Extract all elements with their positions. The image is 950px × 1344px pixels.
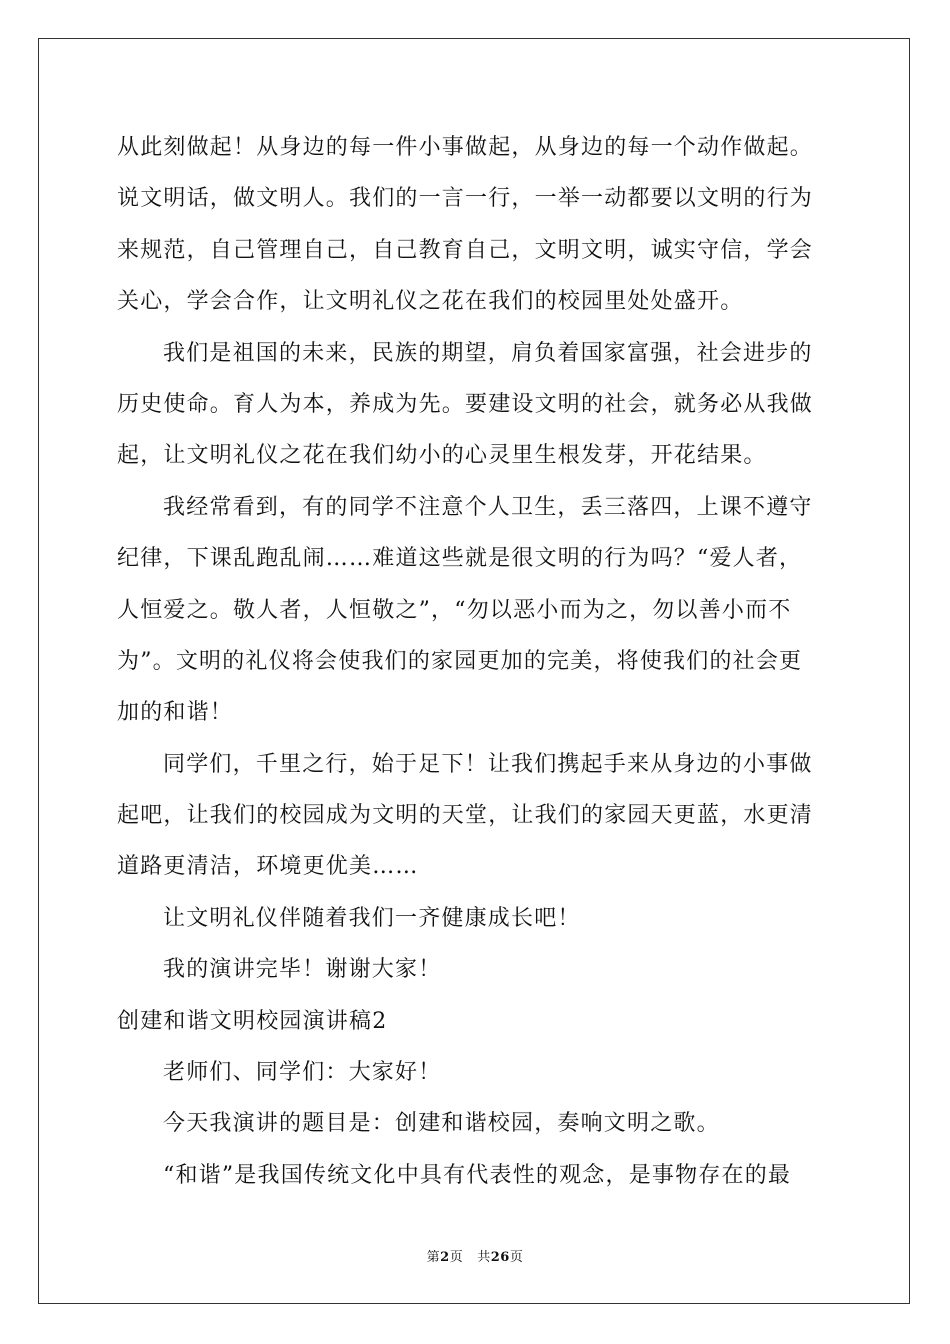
text-line: 起，让文明礼仪之花在我们幼小的心灵里生根发芽，开花结果。 <box>117 443 767 469</box>
paragraph-start-line: 我的演讲完毕！谢谢大家！ <box>163 957 442 983</box>
text-line: 道路更清洁，环境更优美…… <box>117 854 419 880</box>
section-heading: 创建和谐文明校园演讲稿2 <box>117 1008 388 1034</box>
total-suffix: 页 <box>509 1250 524 1265</box>
text-line: 加的和谐！ <box>117 700 234 726</box>
text-line: 起吧，让我们的校园成为文明的天堂，让我们的家园天更蓝，水更清 <box>117 803 814 829</box>
page-footer <box>0 1246 950 1265</box>
paragraph-start-line: 我们是祖国的未来，民族的期望，肩负着国家富强，社会进步的 <box>163 340 813 366</box>
text-line: 历史使命。育人为本，养成为先。要建设文明的社会，就务必从我做 <box>117 391 814 417</box>
page-prefix: 第 <box>426 1250 441 1265</box>
paragraph-start-line: 让文明礼仪伴随着我们一齐健康成长吧！ <box>163 905 581 931</box>
text-line: 说文明话，做文明人。我们的一言一行，一举一动都要以文明的行为 <box>117 186 814 212</box>
page-suffix: 页 <box>449 1250 464 1265</box>
document-body <box>117 128 837 1207</box>
paragraph-start-line: 今天我演讲的题目是：创建和谐校园，奏响文明之歌。 <box>163 1111 720 1137</box>
text-line: 从此刻做起！从身边的每一件小事做起，从身边的每一个动作做起。 <box>117 135 814 160</box>
paragraph-start-line: 同学们，千里之行，始于足下！让我们携起手来从身边的小事做 <box>163 751 813 777</box>
total-pages: 26 <box>490 1250 510 1265</box>
total-prefix: 共 <box>477 1250 491 1265</box>
paragraph-start-line: 老师们、同学们：大家好！ <box>163 1060 442 1086</box>
text-line: 来规范，自己管理自己，自己教育自己，文明文明，诚实守信，学会 <box>117 237 814 263</box>
text-line: 人恒爱之。敬人者，人恒敬之”，“勿以恶小而为之，勿以善小而不 <box>117 597 792 623</box>
text-line: 为”。文明的礼仪将会使我们的家园更加的完美，将使我们的社会更 <box>117 648 803 674</box>
paragraph-start-line: “和谐”是我国传统文化中具有代表性的观念，是事物存在的最 <box>163 1162 792 1188</box>
text-line: 关心，学会合作，让文明礼仪之花在我们的校园里处处盛开。 <box>117 289 744 315</box>
page-number: 2 <box>440 1250 450 1265</box>
paragraph-start-line: 我经常看到，有的同学不注意个人卫生，丢三落四，上课不遵守 <box>163 494 813 520</box>
text-line: 纪律，下课乱跑乱闹……难道这些就是很文明的行为吗？“爱人者， <box>117 546 803 572</box>
